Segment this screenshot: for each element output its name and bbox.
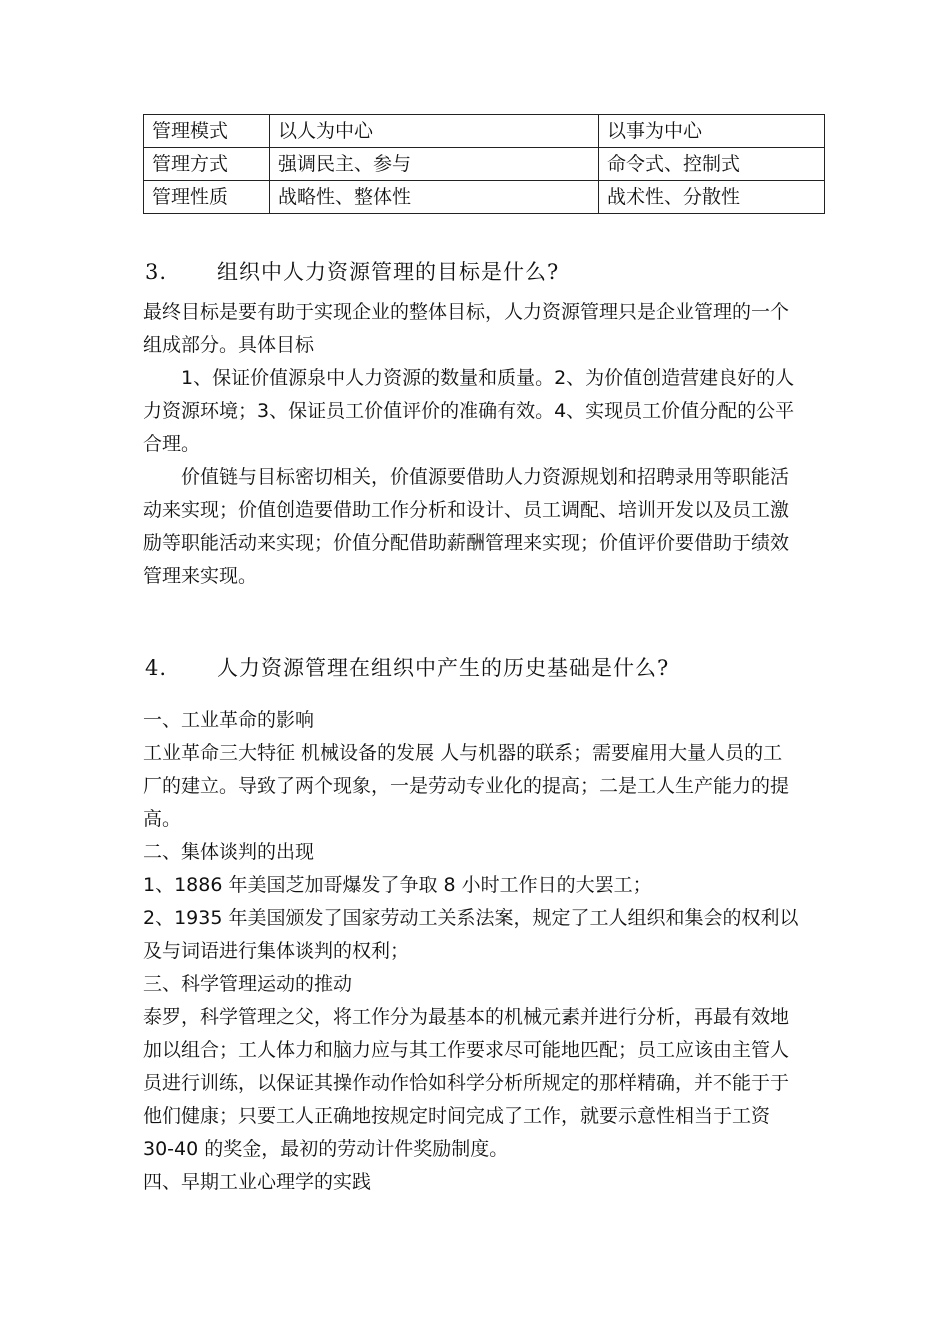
text-line: 价值链与目标密切相关，价值源要借助人力资源规划和招聘录用等职能活 xyxy=(181,466,790,488)
text-line: 1、1886 年美国芝加哥爆发了争取 8 小时工作日的大罢工； xyxy=(143,874,652,896)
table-cell: 战术性、分散性 xyxy=(599,181,825,214)
subheading: 三、科学管理运动的推动 xyxy=(143,973,353,995)
subheading: 四、早期工业心理学的实践 xyxy=(143,1171,372,1193)
paragraph xyxy=(143,362,808,461)
text-line: 管理来实现。 xyxy=(143,565,258,587)
heading-number: 4. xyxy=(145,656,168,680)
table-cell: 管理性质 xyxy=(144,181,270,214)
table-row xyxy=(144,181,825,214)
text-line: 30-40 的奖金，最初的劳动计件奖励制度。 xyxy=(143,1138,509,1160)
section-heading-4 xyxy=(145,652,669,682)
text-line: 他们健康；只要工人正确地按规定时间完成了工作，就要示意性相当于工资 xyxy=(143,1105,771,1127)
table-cell: 管理模式 xyxy=(144,115,270,148)
table-cell: 战略性、整体性 xyxy=(270,181,599,214)
heading-title: 人力资源管理在组织中产生的历史基础是什么? xyxy=(217,656,670,680)
table-cell: 命令式、控制式 xyxy=(599,148,825,181)
table-cell: 强调民主、参与 xyxy=(270,148,599,181)
text-line: 员进行训练，以保证其操作动作恰如科学分析所规定的那样精确，并不能于于 xyxy=(143,1072,790,1094)
table-row xyxy=(144,148,825,181)
text-line: 加以组合；工人体力和脑力应与其工作要求尽可能地匹配；员工应该由主管人 xyxy=(143,1039,790,1061)
text-line: 组成部分。具体目标 xyxy=(143,334,315,356)
text-line: 泰罗，科学管理之父，将工作分为最基本的机械元素并进行分析，再最有效地 xyxy=(143,1006,790,1028)
table-cell: 管理方式 xyxy=(144,148,270,181)
heading-number: 3. xyxy=(145,260,168,284)
text-line: 励等职能活动来实现；价值分配借助薪酬管理来实现；价值评价要借助于绩效 xyxy=(143,532,790,554)
text-line: 2、1935 年美国颁发了国家劳动工关系法案，规定了工人组织和集会的权利以 xyxy=(143,907,799,929)
text-line: 动来实现；价值创造要借助工作分析和设计、员工调配、培训开发以及员工激 xyxy=(143,499,790,521)
table-cell: 以事为中心 xyxy=(599,115,825,148)
text-line: 力资源环境；3、保证员工价值评价的准确有效。4、实现员工价值分配的公平 xyxy=(143,400,795,422)
text-line: 及与词语进行集体谈判的权利； xyxy=(143,940,410,962)
text-line: 厂的建立。导致了两个现象，一是劳动专业化的提高；二是工人生产能力的提 xyxy=(143,775,790,797)
text-line: 高。 xyxy=(143,808,182,830)
text-line: 1、保证价值源泉中人力资源的数量和质量。2、为价值创造营建良好的人 xyxy=(181,367,795,389)
table-cell: 以人为中心 xyxy=(270,115,599,148)
table-row xyxy=(144,115,825,148)
paragraph xyxy=(143,461,808,593)
paragraph xyxy=(143,296,808,362)
management-comparison-table xyxy=(143,114,825,214)
section-heading-3 xyxy=(145,256,559,286)
text-line: 工业革命三大特征 机械设备的发展 人与机器的联系；需要雇用大量人员的工 xyxy=(143,742,783,764)
heading-title: 组织中人力资源管理的目标是什么? xyxy=(217,260,560,284)
section-body xyxy=(143,704,808,1199)
text-line: 合理。 xyxy=(143,433,201,455)
subheading: 一、工业革命的影响 xyxy=(143,709,315,731)
text-line: 最终目标是要有助于实现企业的整体目标，人力资源管理只是企业管理的一个 xyxy=(143,301,790,323)
subheading: 二、集体谈判的出现 xyxy=(143,841,315,863)
